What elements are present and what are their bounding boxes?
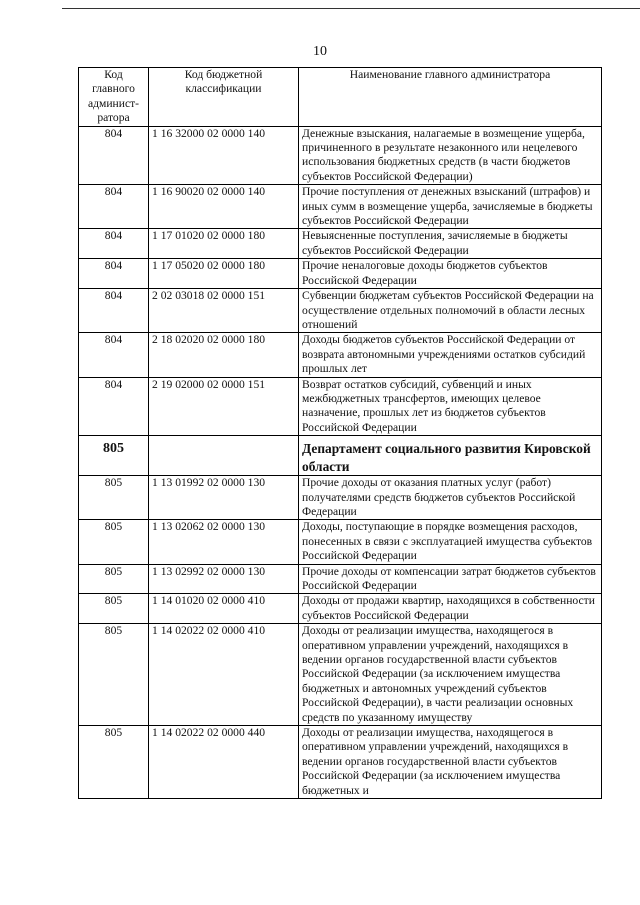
admin-name-cell: Доходы бюджетов субъектов Российской Федерации от возврата автономными учреждениями остатков субсидий прошлых лет [299, 333, 602, 377]
table-row [79, 564, 602, 594]
budget-code-cell: 1 14 01020 02 0000 410 [149, 594, 299, 624]
budget-code-cell [149, 436, 299, 476]
admin-name-cell: Прочие доходы от компенсации затрат бюджетов субъектов Российской Федерации [299, 564, 602, 594]
admin-code-cell: 804 [79, 229, 149, 259]
table-row [79, 726, 602, 799]
admin-code-cell: 804 [79, 185, 149, 229]
admin-name-cell: Доходы от реализации имущества, находящегося в оперативном управлении учреждений, находящихся в ведении органов государственной власти субъектов Российской Федерации (за исключением имущества бюджетных и автономных учреждений субъектов Российской Федерации), в части реализации основных средств по указанному имуществу [299, 624, 602, 726]
admin-code-cell: 805 [79, 520, 149, 564]
admin-name-cell: Доходы, поступающие в порядке возмещения расходов, понесенных в связи с эксплуатацией имущества субъектов Российской Федерации [299, 520, 602, 564]
table-row [79, 594, 602, 624]
table-row [79, 259, 602, 289]
admin-name-cell: Прочие доходы от оказания платных услуг (работ) получателями средств бюджетов субъектов Российской Федерации [299, 476, 602, 520]
admin-code-cell: 805 [79, 624, 149, 726]
table-row [79, 520, 602, 564]
budget-classification-table [78, 67, 602, 799]
header-budget-code: Код бюджетной классификации [149, 68, 299, 127]
budget-code-cell: 1 13 02062 02 0000 130 [149, 520, 299, 564]
budget-code-cell: 1 13 02992 02 0000 130 [149, 564, 299, 594]
budget-code-cell: 1 16 32000 02 0000 140 [149, 126, 299, 185]
table-row [79, 289, 602, 333]
admin-code-cell: 804 [79, 126, 149, 185]
table-header-row [79, 68, 602, 127]
admin-name-cell: Денежные взыскания, налагаемые в возмещение ущерба, причиненного в результате незаконного или нецелевого использования бюджетных средств (в части бюджетов субъектов Российской Федерации) [299, 126, 602, 185]
admin-code-cell: 804 [79, 333, 149, 377]
admin-name-cell: Департамент социального развития Кировской области [299, 436, 602, 476]
admin-name-cell: Невыясненные поступления, зачисляемые в бюджеты субъектов Российской Федерации [299, 229, 602, 259]
admin-name-cell: Субвенции бюджетам субъектов Российской Федерации на осуществление отдельных полномочий в области лесных отношений [299, 289, 602, 333]
admin-code-cell: 804 [79, 259, 149, 289]
admin-name-cell: Доходы от реализации имущества, находящегося в оперативном управлении учреждений, находящихся в ведении органов государственной власти субъектов Российской Федерации (за исключением имущества бюджетных и [299, 726, 602, 799]
top-rule [62, 8, 640, 9]
department-row [79, 436, 602, 476]
budget-code-cell: 1 16 90020 02 0000 140 [149, 185, 299, 229]
header-admin-code: Код главного админист-ратора [79, 68, 149, 127]
table-body [79, 126, 602, 798]
admin-code-cell: 805 [79, 726, 149, 799]
budget-code-cell: 1 17 01020 02 0000 180 [149, 229, 299, 259]
budget-code-cell: 1 14 02022 02 0000 440 [149, 726, 299, 799]
budget-code-cell: 1 13 01992 02 0000 130 [149, 476, 299, 520]
table-row [79, 333, 602, 377]
table-row [79, 185, 602, 229]
admin-name-cell: Прочие поступления от денежных взысканий (штрафов) и иных сумм в возмещение ущерба, зачисляемые в бюджеты субъектов Российской Федерации [299, 185, 602, 229]
header-admin-name: Наименование главного администратора [299, 68, 602, 127]
admin-name-cell: Прочие неналоговые доходы бюджетов субъектов Российской Федерации [299, 259, 602, 289]
budget-code-cell: 1 17 05020 02 0000 180 [149, 259, 299, 289]
admin-name-cell: Возврат остатков субсидий, субвенций и иных межбюджетных трансфертов, имеющих целевое назначение, прошлых лет из бюджетов субъектов Российской Федерации [299, 377, 602, 436]
table-row [79, 229, 602, 259]
budget-code-cell: 2 18 02020 02 0000 180 [149, 333, 299, 377]
table-row [79, 624, 602, 726]
admin-code-cell: 805 [79, 436, 149, 476]
admin-name-cell: Доходы от продажи квартир, находящихся в собственности субъектов Российской Федерации [299, 594, 602, 624]
budget-code-cell: 2 19 02000 02 0000 151 [149, 377, 299, 436]
admin-code-cell: 805 [79, 476, 149, 520]
table-row [79, 126, 602, 185]
table-row [79, 476, 602, 520]
admin-code-cell: 805 [79, 564, 149, 594]
budget-code-cell: 1 14 02022 02 0000 410 [149, 624, 299, 726]
page-number: 10 [313, 44, 327, 59]
table-row [79, 377, 602, 436]
admin-code-cell: 805 [79, 594, 149, 624]
admin-code-cell: 804 [79, 377, 149, 436]
admin-code-cell: 804 [79, 289, 149, 333]
budget-code-cell: 2 02 03018 02 0000 151 [149, 289, 299, 333]
